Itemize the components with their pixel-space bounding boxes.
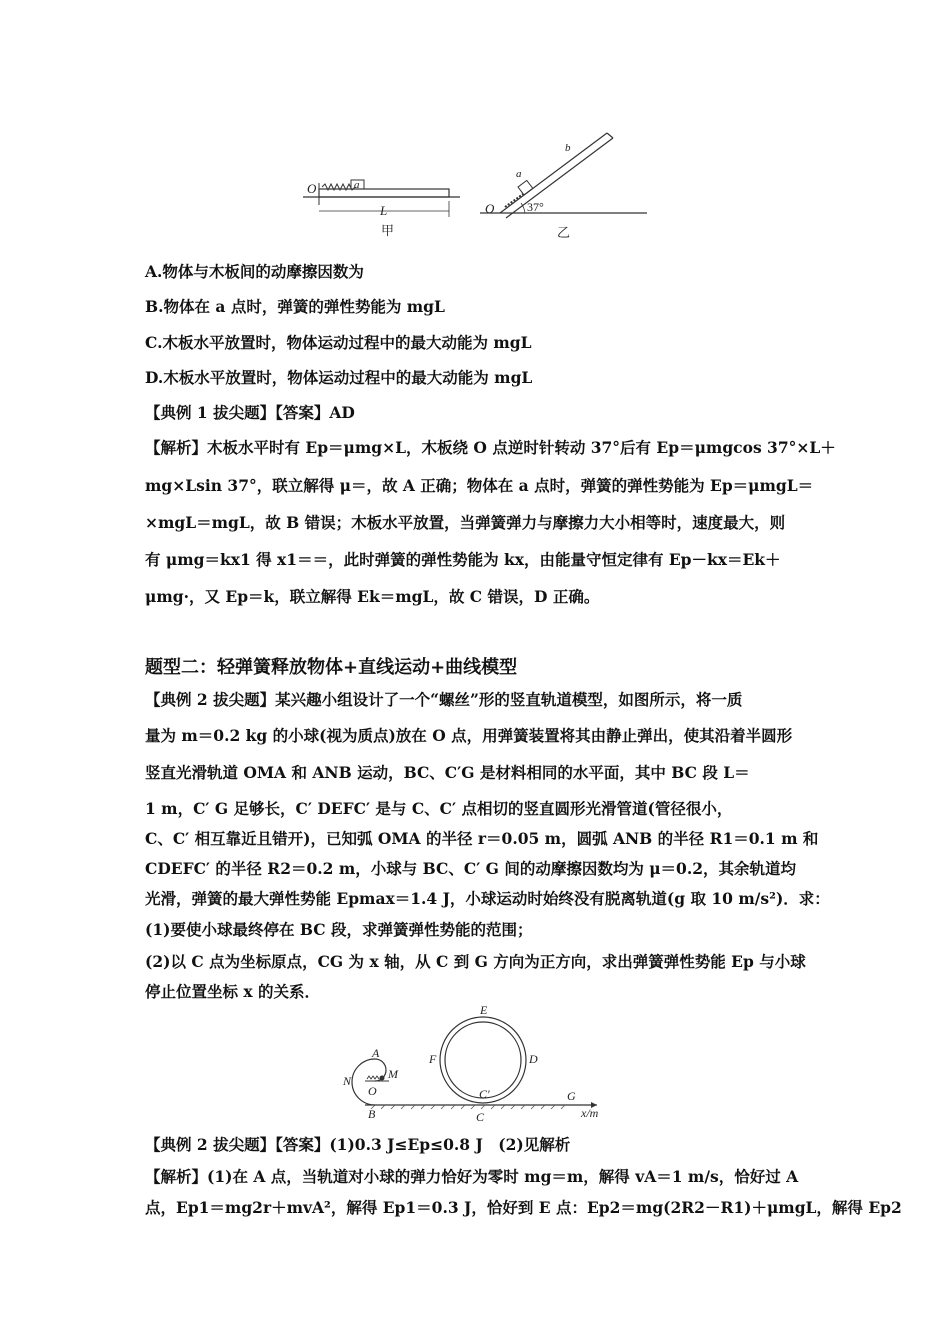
label-d: D xyxy=(529,1052,538,1066)
problem-line: 【典例 2 拔尖题】某兴趣小组设计了一个“螺丝”形的竖直轨道模型，如图所示，将一质 xyxy=(145,690,743,709)
figure-track-model xyxy=(335,1005,625,1127)
example1-analysis-line: ×mgL＝mgL，故 B 错误；木板水平放置，当弹簧弹力与摩擦力大小相等时，速度最大，则 xyxy=(145,513,786,532)
yi-label-o: O xyxy=(485,201,495,216)
problem-line: 1 m，C′ G 足够长，C′ DEFC′ 是与 C、C′ 点相切的竖直圆形光滑管道(管径很小， xyxy=(145,799,733,818)
yi-label-b: b xyxy=(565,142,571,154)
yi-label-angle: 37° xyxy=(527,200,544,214)
option-b: B.物体在 a 点时，弹簧的弹性势能为 mgL xyxy=(145,297,445,316)
jia-caption: 甲 xyxy=(381,223,395,238)
label-f: F xyxy=(429,1052,437,1066)
problem-line: 光滑，弹簧的最大弹性势能 Epmax＝1.4 J，小球运动时始终没有脱离轨道(g 取 10 m/s²)．求： xyxy=(145,889,830,908)
question-1: (1)要使小球最终停在 BC 段，求弹簧弹性势能的范围； xyxy=(145,920,533,939)
label-m: M xyxy=(388,1067,398,1081)
example2-answer: 【典例 2 拔尖题】【答案】(1)0.3 J≤Ep≤0.8 J (2)见解析 xyxy=(145,1135,571,1154)
yi-label-a: a xyxy=(516,168,522,180)
question-2: (2)以 C 点为坐标原点，CG 为 x 轴，从 C 到 G 方向为正方向，求出弹簧弹性势能 Ep 与小球 xyxy=(145,952,806,971)
yi-caption: 乙 xyxy=(557,225,571,240)
example2-analysis-line: 点，Ep1＝mg2r＋mvA²，解得 Ep1＝0.3 J，恰好到 E 点：Ep2＝mg(2R2－R1)＋μmgL，解得 Ep2 xyxy=(145,1198,902,1217)
example1-answer: 【典例 1 拔尖题】【答案】AD xyxy=(145,403,355,422)
label-c: C xyxy=(476,1110,485,1124)
problem-line: C、C′ 相互靠近且错开)，已知弧 OMA 的半径 r＝0.05 m，圆弧 ANB 的半径 R1＝0.1 m 和 xyxy=(145,829,819,848)
axis-label: x/m xyxy=(581,1106,599,1120)
section-title: 题型二：轻弹簧释放物体+直线运动+曲线模型 xyxy=(145,657,518,678)
example2-analysis-line: 【解析】(1)在 A 点，当轨道对小球的弹力恰好为零时 mg＝m，解得 vA＝1 m/s，恰好过 A xyxy=(145,1167,799,1186)
example1-analysis-line: μmg·，又 Ep＝k，联立解得 Ek＝mgL，故 C 错误，D 正确。 xyxy=(145,587,600,606)
label-g: G xyxy=(567,1089,576,1103)
label-o: O xyxy=(368,1084,377,1098)
label-c-prime: C′ xyxy=(479,1087,490,1101)
label-b: B xyxy=(368,1107,376,1121)
jia-label-o: O xyxy=(307,181,317,196)
label-e: E xyxy=(480,1005,488,1017)
problem-line: CDEFC′ 的半径 R2＝0.2 m，小球与 BC、C′ G 间的动摩擦因数均为 μ＝0.2，其余轨道均 xyxy=(145,859,797,878)
option-c: C.木板水平放置时，物体运动过程中的最大动能为 mgL xyxy=(145,333,532,352)
question-2-cont: 停止位置坐标 x 的关系． xyxy=(145,982,321,1001)
example1-analysis-line: 【解析】木板水平时有 Ep＝μmg×L，木板绕 O 点逆时针转动 37°后有 Ep＝μmgcos 37°×L＋ xyxy=(145,438,836,457)
problem-line: 量为 m＝0.2 kg 的小球(视为质点)放在 O 点，用弹簧装置将其由静止弹出，使其沿着半圆形 xyxy=(145,726,793,745)
label-a: A xyxy=(372,1046,380,1060)
problem-line: 竖直光滑轨道 OMA 和 ANB 运动，BC、C′G 是材料相同的水平面，其中 BC 段 L＝ xyxy=(145,763,750,782)
label-n: N xyxy=(343,1074,352,1088)
jia-label-l: L xyxy=(380,203,388,218)
example1-analysis-line: mg×Lsin 37°，联立解得 μ＝，故 A 正确；物体在 a 点时，弹簧的弹性势能为 Ep＝μmgL＝ xyxy=(145,476,814,495)
jia-label-a: a xyxy=(354,179,360,191)
example1-analysis-line: 有 μmg＝kx1 得 x1＝＝，此时弹簧的弹性势能为 kx，由能量守恒定律有 Ep－kx＝Ek＋ xyxy=(145,550,781,569)
option-d: D.木板水平放置时，物体运动过程中的最大动能为 mgL xyxy=(145,368,533,387)
figure-jia-yi xyxy=(295,125,655,243)
option-a: A.物体与木板间的动摩擦因数为 xyxy=(145,262,364,281)
